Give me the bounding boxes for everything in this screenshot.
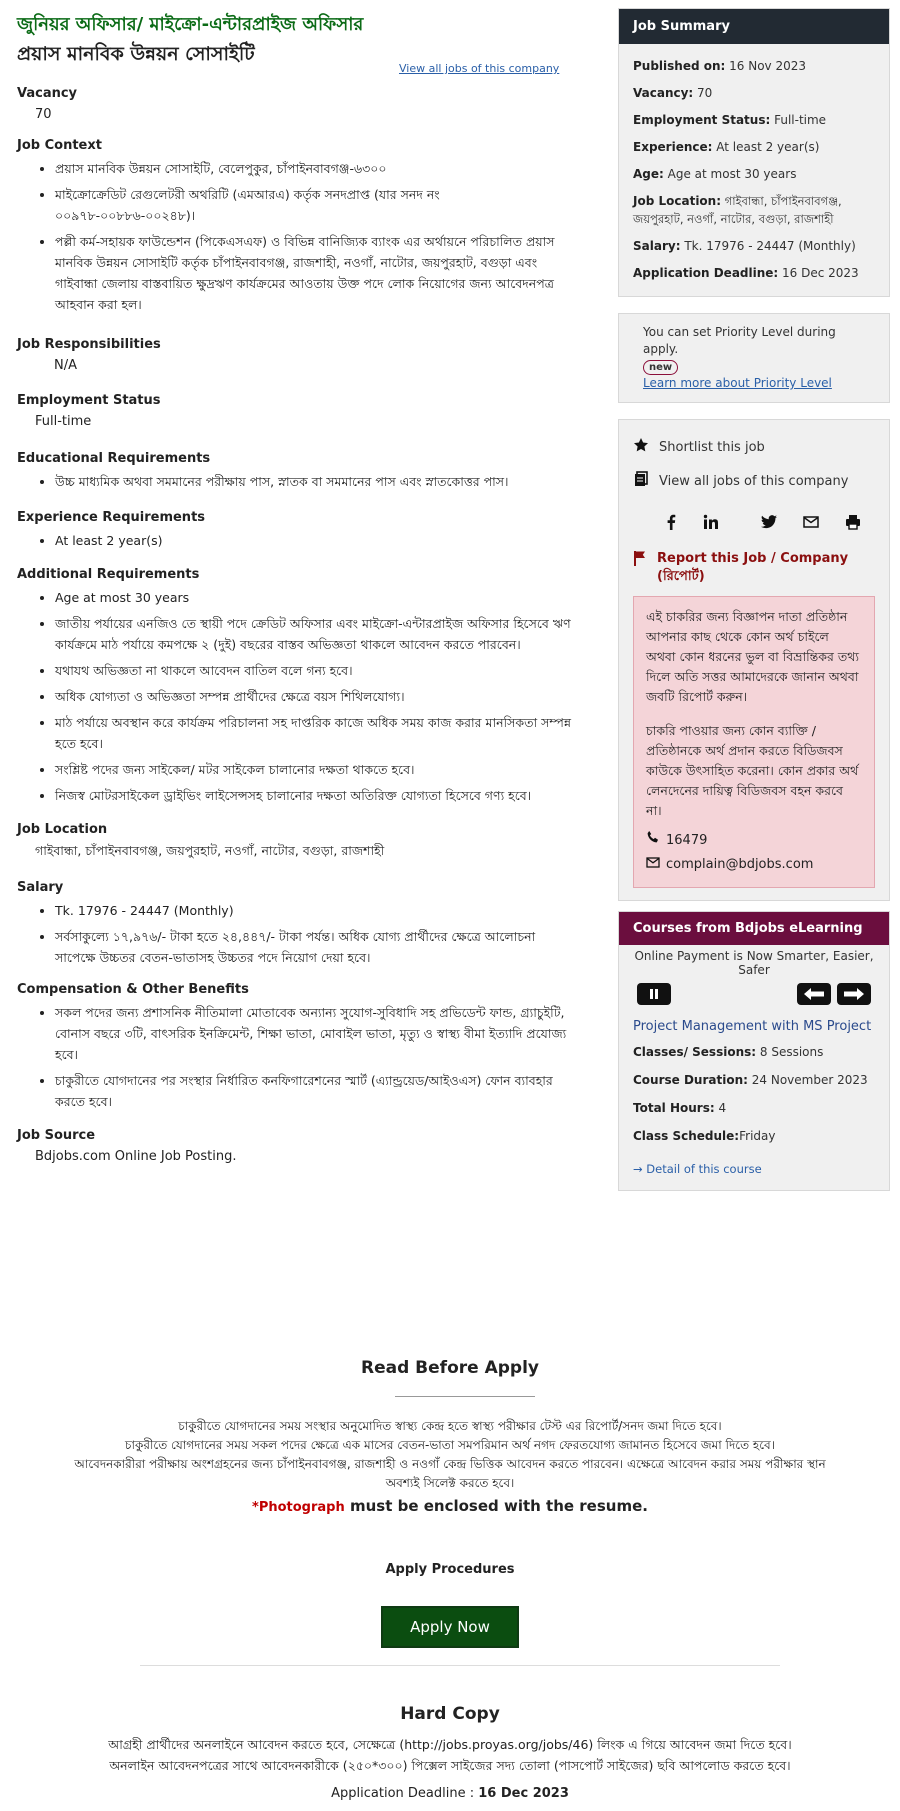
summary-experience [633, 133, 875, 160]
course-value: 4 [714, 1101, 727, 1115]
report-job-button[interactable] [633, 550, 875, 586]
hard-copy-title: Hard Copy [400, 1704, 500, 1724]
carousel-controls [619, 977, 889, 1005]
arrow-right-icon [843, 987, 865, 1001]
course-title-link[interactable]: Project Management with MS Project [633, 1019, 872, 1034]
summary-deadline [633, 259, 875, 286]
summary-value: 16 Nov 2023 [725, 59, 807, 73]
experience-heading: Experience Requirements [17, 510, 206, 525]
twitter-icon[interactable] [761, 515, 777, 529]
actions-panel [618, 419, 890, 901]
hard-copy-line: আগ্রহী প্রার্থীদের অনলাইনে আবেদন করতে হবে, সেক্ষেত্রে (http://jobs.proyas.org/jobs/46) লিংক এ গিয়ে আবেদন জমা দিতে হবে। [108, 1737, 792, 1752]
additional-heading: Additional Requirements [17, 567, 200, 582]
summary-published [633, 52, 875, 79]
job-title: জুনিয়র অফিসার/ মাইক্রো-এন্টারপ্রাইজ অফিসার [17, 14, 364, 35]
application-deadline [0, 1786, 900, 1801]
summary-label: Age: [633, 167, 664, 181]
apply-button-wrap [0, 1606, 900, 1648]
shortlist-label: Shortlist this job [659, 439, 765, 455]
benefits-list [17, 1002, 577, 1112]
arrow-icon: → [633, 1162, 643, 1176]
list-item: • নিজস্ব মোটরসাইকেল ড্রাইভিং লাইসেন্সসহ চালানোর দক্ষতা অতিরিক্ত যোগ্যতা হিসেবে গণ্য হবে। [55, 785, 577, 806]
photo-notice [0, 1497, 900, 1515]
new-badge: new [643, 360, 678, 375]
list-item: • সর্বসাকুল্যে ১৭,৯৭৬/- টাকা হতে ২৪,৪৪৭/- টাকা পর্যন্ত। অধিক যোগ্য প্রার্থীদের ক্ষেত্রে আলোচনা সাপেক্ষে উচ্চতর বেতন-ভাতাসহ উচ্চতর পদে নিয়োগ দেয়া হবে। [55, 926, 577, 968]
list-item: • জাতীয় পর্যায়ের এনজিও তে স্থায়ী পদে ক্রেডিট অফিসার এবং মাইক্রো-এন্টারপ্রাইজ অফিসার হিসেবে ঋণ কার্যক্রমে মাঠ পর্যায়ে কমপক্ষে ২ (দুই) বছরের বাস্তব অভিজ্ঞতা থাকলে আবেদন করতে পারবেন। [55, 613, 577, 655]
job-summary-panel [618, 8, 890, 297]
read-before-line: চাকুরীতে যোগদানের সময় সকল পদের ক্ষেত্রে এক মাসের বেতন-ভাতা সমপরিমান অর্থ নগদ ফেরতযোগ্য জামানত হিসেবে জমা দিতে হবে। [125, 1438, 775, 1452]
summary-label: Job Location: [633, 194, 722, 208]
hard-copy-line: অনলাইন আবেদনপত্রের সাথে আবেদনকারীকে (২৫০*৩০০) পিক্সেল সাইজের সদ্য তোলা (পাসপোর্ট সাইজের) ছবি আপলোড করতে হবে। [109, 1758, 791, 1773]
responsibilities-heading: Job Responsibilities [17, 337, 161, 352]
salary-list [17, 900, 577, 968]
courses-panel [618, 911, 890, 1191]
summary-age [633, 160, 875, 187]
arrow-left-icon [803, 987, 825, 1001]
summary-location [633, 187, 875, 232]
course-label: Class Schedule: [633, 1129, 740, 1143]
pause-icon [648, 988, 660, 1000]
summary-label: Experience: [633, 140, 713, 154]
read-before-line: চাকুরীতে যোগদানের সময় সংস্থার অনুমোদিত স্বাস্থ্য কেন্দ্র হতে স্বাস্থ্য পরীক্ষার টেস্ট এর রিপোর্ট/সনদ জমা দিতে হবে। [178, 1419, 722, 1433]
summary-label: Salary: [633, 239, 681, 253]
divider [140, 1665, 780, 1666]
deadline-label: Application Deadline : [331, 1786, 479, 1801]
learn-priority-link[interactable]: Learn more about Priority Level [643, 376, 832, 390]
courses-heading: Courses from Bdjobs eLearning [619, 912, 889, 945]
phone-icon [646, 829, 660, 853]
document-icon [633, 471, 649, 491]
promo-marquee: Online Payment is Now Smarter, Easier, Safer [634, 949, 874, 977]
summary-value: গাইবান্ধা, চাঁপাইনবাবগঞ্জ, জয়পুরহাট, নওগাঁ, নাটোর, বগুড়া, রাজশাহী [633, 194, 842, 226]
phone-number: 16479 [666, 833, 708, 848]
pause-button[interactable] [637, 983, 671, 1005]
course-duration [619, 1066, 889, 1094]
course-label: Classes/ Sessions: [633, 1045, 757, 1059]
job-details [17, 12, 577, 1168]
photo-word: *Photograph [252, 1500, 345, 1515]
summary-value: Full-time [770, 113, 827, 127]
course-sessions [619, 1038, 889, 1066]
shortlist-button[interactable] [633, 432, 875, 462]
facebook-icon[interactable] [665, 514, 677, 530]
job-context-list [17, 158, 577, 315]
summary-label: Published on: [633, 59, 726, 73]
helpline [646, 829, 862, 853]
list-item: • উচ্চ মাধ্যমিক অথবা সমমানের পরীক্ষায় পাস, স্নাতক বা সমমানের পাস এবং স্নাতকোত্তর পাস। [55, 471, 577, 492]
list-item: • Tk. 17976 - 24447 (Monthly) [55, 900, 577, 921]
list-item: • মাঠ পর্যায়ে অবস্থান করে কার্যক্রম পরিচালনা সহ দাপ্তরিক কাজে অধিক সময় কাজ করার মানসিকতা সম্পন্ন হতে হবে। [55, 712, 577, 754]
mail-icon[interactable] [803, 516, 819, 528]
course-schedule [619, 1122, 889, 1150]
list-item: • সকল পদের জন্য প্রশাসনিক নীতিমালা মোতাবেক অন্যান্য সুযোগ-সুবিধাদি সহ প্রভিডেন্ট ফান্ড, গ্র্যাচুইটি, বোনাস বছরে ৩টি, বাৎসরিক ইনক্রিমেন্ট, শিক্ষা ভাতা, মোবাইল ভাতা, মৃত্যু ও স্বাস্থ্য বীমা ইত্যাদি প্রযোজ্য হবে। [55, 1002, 577, 1065]
view-all-label: View all jobs of this company [659, 473, 849, 489]
list-item: • যথাযথ অভিজ্ঞতা না থাকলে আবেদন বাতিল বলে গন্য হবে। [55, 660, 577, 681]
education-heading: Educational Requirements [17, 451, 211, 466]
summary-label: Vacancy: [633, 86, 694, 100]
job-context-heading: Job Context [17, 138, 102, 153]
prev-button[interactable] [797, 983, 831, 1005]
sidebar [618, 8, 890, 1191]
print-icon[interactable] [845, 514, 861, 530]
course-detail-link[interactable] [619, 1150, 889, 1190]
priority-panel [618, 313, 890, 403]
summary-value: Age at most 30 years [663, 167, 797, 181]
summary-value: 16 Dec 2023 [778, 266, 859, 280]
next-button[interactable] [837, 983, 871, 1005]
list-item: • সংশ্লিষ্ট পদের জন্য সাইকেল/ মটর সাইকেল চালানোর দক্ষতা থাকতে হবে। [55, 759, 577, 780]
salary-heading: Salary [17, 880, 64, 895]
apply-now-button[interactable]: Apply Now [381, 1606, 519, 1648]
list-item: • চাকুরীতে যোগদানের পর সংস্থার নির্ধারিত কনফিগারেশনের স্মার্ট (এ্যান্ড্রয়েড/আইওএস) ফোন ব্যাবহার করতে হবে। [55, 1070, 577, 1112]
benefits-heading: Compensation & Other Benefits [17, 982, 249, 997]
detail-label: Detail of this course [646, 1162, 762, 1176]
course-value: Friday [739, 1129, 776, 1143]
education-list [17, 471, 577, 492]
share-bar [633, 502, 875, 542]
source-heading: Job Source [17, 1128, 96, 1143]
job-summary-heading: Job Summary [619, 9, 889, 44]
summary-vacancy [633, 79, 875, 106]
fraud-warning [633, 596, 875, 888]
email-address: complain@bdjobs.com [666, 857, 814, 872]
summary-label: Employment Status: [633, 113, 771, 127]
location-value: গাইবান্ধা, চাঁপাইনবাবগঞ্জ, জয়পুরহাট, নওগাঁ, নাটোর, বগুড়া, রাজশাহী [35, 843, 385, 858]
read-before-line: আবেদনকারীরা পরীক্ষায় অংশগ্রহনের জন্য চাঁপাইনবাবগঞ্জ, রাজশাহী ও নওগাঁ কেন্দ্র ভিত্তিক আবেদন করতে পারবেন। এক্ষেত্রে আবেদন করার সময় পরীক্ষার স্থান অবশ্যই সিলেক্ট করতে হবে। [74, 1457, 826, 1490]
list-item: • At least 2 year(s) [55, 530, 577, 551]
divider [395, 1396, 535, 1397]
envelope-icon [646, 853, 660, 877]
deadline-value: 16 Dec 2023 [478, 1786, 569, 1801]
photo-rest: must be enclosed with the resume. [344, 1497, 648, 1515]
hard-copy-text [0, 1734, 900, 1776]
view-all-jobs-button[interactable] [633, 466, 875, 496]
location-heading: Job Location [17, 822, 108, 837]
summary-label: Application Deadline: [633, 266, 779, 280]
responsibilities-value: N/A [54, 358, 77, 373]
star-icon [633, 437, 649, 457]
course-value: 8 Sessions [756, 1045, 824, 1059]
complain-email[interactable] [646, 853, 862, 877]
warning-text: চাকরি পাওয়ার জন্য কোন ব্যাক্তি / প্রতিষ্ঠানকে অর্থ প্রদান করতে বিডিজবস কাউকে উৎসাহিত করেনা। কোন প্রকার অর্থ লেনদেনের দায়িত্ব বিডিজবস বহন করবে না। [646, 723, 859, 818]
linkedin-icon[interactable] [703, 514, 719, 530]
company-name: প্রয়াস মানবিক উন্নয়ন সোসাইটি [17, 43, 255, 65]
additional-list [17, 587, 577, 806]
employment-status-value: Full-time [35, 414, 92, 429]
vacancy-value: 70 [35, 107, 52, 122]
course-label: Course Duration: [633, 1073, 748, 1087]
experience-list [17, 530, 577, 551]
read-before-title: Read Before Apply [361, 1358, 539, 1378]
source-value: Bdjobs.com Online Job Posting. [35, 1149, 237, 1164]
list-item: • মাইক্রোক্রেডিট রেগুলেটরী অথরিটি (এমআরএ) কর্তৃক সনদপ্রাপ্ত (যার সনদ নং ০০৯৭৮-০০৮৮৬-০০২৪৮)। [55, 184, 577, 226]
vacancy-heading: Vacancy [17, 86, 78, 101]
list-item: • পল্লী কর্ম-সহায়ক ফাউন্ডেশন (পিকেএসএফ) ও বিভিন্ন বানিজ্যিক ব্যাংক এর অর্থায়নে পরিচালিত প্রয়াস মানবিক উন্নয়ন সোসাইটি কর্তৃক চাঁপাইনবাবগঞ্জ, রাজশাহী, নওগাঁ, নাটোর, জয়পুরহাট, বগুড়া এবং গাইবান্ধা জেলায় বাস্তবায়িত ক্ষুদ্রঋণ কার্যক্রমের আওতায় উক্ত পদে লোক নিয়োগের জন্য আবেদনপত্র আহবান করা হল। [55, 231, 577, 315]
employment-status-heading: Employment Status [17, 393, 161, 408]
view-all-jobs-link[interactable]: View all jobs of this company [399, 62, 560, 75]
course-value: 24 November 2023 [747, 1073, 868, 1087]
list-item: • Age at most 30 years [55, 587, 577, 608]
summary-value: Tk. 17976 - 24447 (Monthly) [680, 239, 856, 253]
flag-icon [633, 550, 647, 586]
summary-value: 70 [693, 86, 713, 100]
warning-text: এই চাকরির জন্য বিজ্ঞাপন দাতা প্রতিষ্ঠান আপনার কাছ থেকে কোন অর্থ চাইলে অথবা কোন ধরনের ভুল বা বিভ্রান্তিকর তথ্য দিলে অতি সত্তর আমাদেরকে জানান অথবা জবটি রিপোর্ট করুন। [646, 609, 859, 704]
course-hours [619, 1094, 889, 1122]
report-label: Report this Job / Company (রিপোর্ট) [657, 551, 849, 584]
summary-salary [633, 232, 875, 259]
summary-employment-status [633, 106, 875, 133]
course-label: Total Hours: [633, 1101, 715, 1115]
list-item: • প্রয়াস মানবিক উন্নয়ন সোসাইটি, বেলেপুকুর, চাঁপাইনবাবগঞ্জ-৬৩০০ [55, 158, 577, 179]
read-before-text [0, 1417, 900, 1493]
list-item: • অধিক যোগ্যতা ও অভিজ্ঞতা সম্পন্ন প্রার্থীদের ক্ষেত্রে বয়স শিথিলযোগ্য। [55, 686, 577, 707]
summary-value: At least 2 year(s) [712, 140, 820, 154]
apply-procedures-heading: Apply Procedures [385, 1562, 515, 1577]
priority-text: You can set Priority Level during apply. [643, 325, 836, 356]
